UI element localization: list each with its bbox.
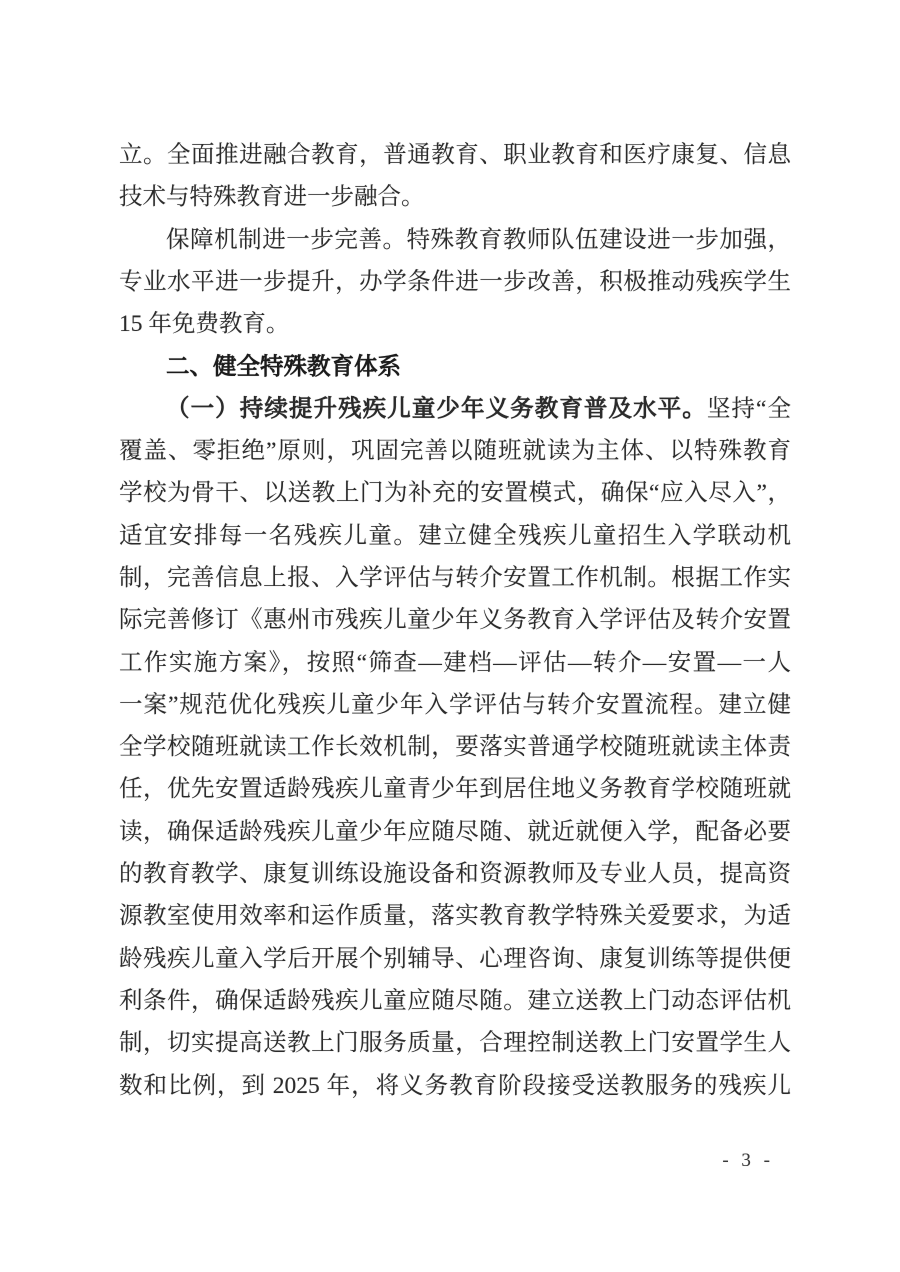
text-line: 制，切实提高送教上门服务质量，合理控制送教上门安置学生人 [119,1030,791,1057]
text-line: 工作实施方案》，按照“筛查—建档—评估—转介—安置—一人 [119,649,791,676]
text-line: 的教育教学、康复训练设施设备和资源教师及专业人员，提高资 [119,861,791,888]
text-line: 技术与特殊教育进一步融合。 [119,184,425,211]
text-line: 任，优先安置适龄残疾儿童青少年到居住地义务教育学校随班就 [119,776,791,803]
subsection-title: （一）持续提升残疾儿童少年义务教育普及水平。 [166,395,707,422]
document-body [119,134,791,1107]
text-line: 制，完善信息上报、入学评估与转介安置工作机制。根据工作实 [119,564,791,591]
text-line: 际完善修订《惠州市残疾儿童少年义务教育入学评估及转介安置 [119,607,791,634]
text-line: 保障机制进一步完善。特殊教育教师队伍建设进一步加强， [166,226,791,253]
text-line: 源教室使用效率和运作质量，落实教育教学特殊关爱要求，为适 [119,903,791,930]
page-number: - 3 - [722,1150,774,1171]
text-line: 全学校随班就读工作长效机制，要落实普通学校随班就读主体责 [119,734,791,761]
text-line: 利条件，确保适龄残疾儿童应随尽随。建立送教上门动态评估机 [119,987,791,1014]
text-line: 专业水平进一步提升，办学条件进一步改善，积极推动残疾学生 [119,268,791,295]
text-line: 15 年免费教育。 [119,311,290,338]
text-line: 覆盖、零拒绝”原则，巩固完善以随班就读为主体、以特殊教育 [119,438,791,465]
text-line: 龄残疾儿童入学后开展个别辅导、心理咨询、康复训练等提供便 [119,945,791,972]
text-line [119,388,791,430]
text-line: 读，确保适龄残疾儿童少年应随尽随、就近就便入学，配备必要 [119,818,791,845]
text-line: 适宜安排每一名残疾儿童。建立健全残疾儿童招生入学联动机 [119,522,791,549]
section-heading: 二、健全特殊教育体系 [166,353,401,380]
text-line: 一案”规范优化残疾儿童少年入学评估与转介安置流程。建立健 [119,691,791,718]
text-line: 数和比例，到 2025 年，将义务教育阶段接受送教服务的残疾儿 [119,1072,791,1099]
text-run: 坚持“全 [706,395,792,422]
text-line: 立。全面推进融合教育，普通教育、职业教育和医疗康复、信息 [119,142,791,168]
text-line: 学校为骨干、以送教上门为补充的安置模式，确保“应入尽入”， [119,480,791,507]
